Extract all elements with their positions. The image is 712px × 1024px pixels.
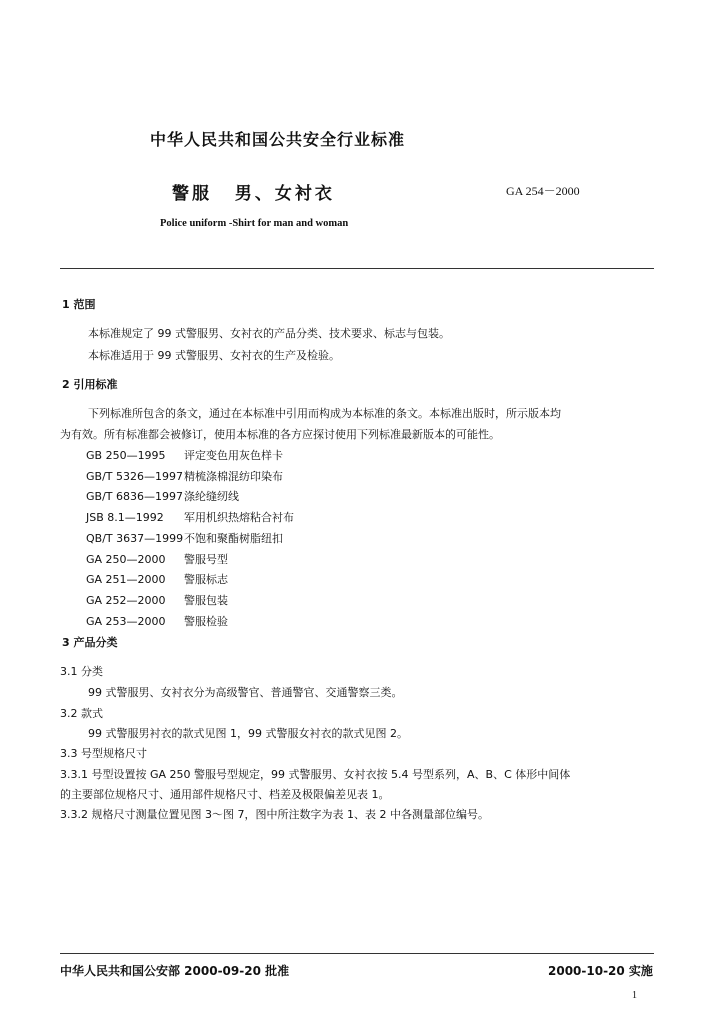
referenced-standard-title: 不饱和聚酯树脂纽扣 [184, 531, 283, 545]
section-3-2-paragraph: 99 式警服男衬衣的款式见图 1，99 式警服女衬衣的款式见图 2。 [88, 727, 408, 740]
referenced-standard-item [86, 447, 283, 463]
referenced-standard-title: 评定变色用灰色样卡 [184, 449, 283, 462]
referenced-standard-item [86, 613, 228, 629]
header-divider [60, 268, 654, 269]
referenced-standard-code: GB/T 6836—1997 [86, 490, 183, 504]
referenced-standard-code: QB/T 3637—1999 [86, 531, 184, 545]
section-3-3-1-line-1: 3.3.1 号型设置按 GA 250 警服号型规定，99 式警服男、女衬衣按 5.4 号型系列，A、B、C 体形中间体 [60, 768, 571, 781]
section-1-paragraph-1: 本标准规定了 99 式警服男、女衬衣的产品分类、技术要求、标志与包装。 [88, 327, 450, 340]
section-3-3-2: 3.3.2 规格尺寸测量位置见图 3～图 7，图中所注数字为表 1、表 2 中各测量部位编号。 [60, 808, 489, 821]
section-3-1-heading: 3.1 分类 [60, 665, 103, 678]
section-1-paragraph-2: 本标准适用于 99 式警服男、女衬衣的生产及检验。 [88, 349, 340, 362]
referenced-standard-title: 涤纶缝纫线 [184, 490, 239, 504]
referenced-standard-item [86, 468, 283, 484]
approval-date: 中华人民共和国公安部 2000-09-20 批准 [60, 964, 290, 978]
section-2-paragraph-line-2: 为有效。所有标准都会被修订，使用本标准的各方应探讨使用下列标准最新版本的可能性。 [60, 428, 500, 441]
referenced-standard-code: GA 250—2000 [86, 552, 166, 566]
referenced-standard-code: GB 250—1995 [86, 449, 166, 462]
section-2-paragraph-line-1: 下列标准所包含的条文，通过在本标准中引用而构成为本标准的条文。本标准出版时，所示版本均 [88, 407, 561, 420]
section-3-3-1-line-2: 的主要部位规格尺寸、通用部件规格尺寸、档差及极限偏差见表 1。 [60, 788, 390, 801]
section-3-3-heading: 3.3 号型规格尺寸 [60, 747, 147, 760]
document-title: 警服 男、女衬衣 [172, 184, 335, 204]
referenced-standard-code: GB/T 5326—1997 [86, 469, 183, 483]
referenced-standard-code: GA 253—2000 [86, 614, 166, 628]
implementation-date: 2000-10-20 实施 [548, 964, 653, 978]
referenced-standard-item [86, 509, 294, 525]
referenced-standard-title: 警服包装 [184, 593, 228, 607]
english-title: Police uniform -Shirt for man and woman [160, 218, 349, 229]
referenced-standard-item [86, 551, 228, 567]
referenced-standard-item [86, 592, 228, 608]
section-1-heading: 1 范围 [62, 298, 96, 311]
referenced-standard-code: JSB 8.1—1992 [86, 511, 164, 525]
page-number: 1 [632, 990, 637, 1001]
referenced-standard-title: 军用机织热熔粘合衬布 [184, 511, 294, 525]
standard-category-title: 中华人民共和国公共安全行业标准 [150, 130, 406, 149]
footer-divider [60, 953, 654, 954]
referenced-standard-code: GA 251—2000 [86, 573, 166, 587]
standard-code: GA 254－2000 [506, 184, 580, 198]
referenced-standard-item [86, 530, 283, 546]
referenced-standard-title: 精梳涤棉混纺印染布 [184, 469, 283, 483]
section-3-heading: 3 产品分类 [62, 636, 118, 649]
referenced-standard-title: 警服号型 [184, 552, 228, 566]
referenced-standard-item [86, 488, 239, 504]
section-2-heading: 2 引用标准 [62, 378, 118, 391]
section-3-1-paragraph: 99 式警服男、女衬衣分为高级警官、普通警官、交通警察三类。 [88, 686, 403, 699]
referenced-standard-code: GA 252—2000 [86, 593, 166, 607]
referenced-standard-title: 警服标志 [184, 573, 228, 587]
referenced-standard-item [86, 571, 228, 587]
section-3-2-heading: 3.2 款式 [60, 707, 103, 720]
referenced-standard-title: 警服检验 [184, 614, 228, 628]
